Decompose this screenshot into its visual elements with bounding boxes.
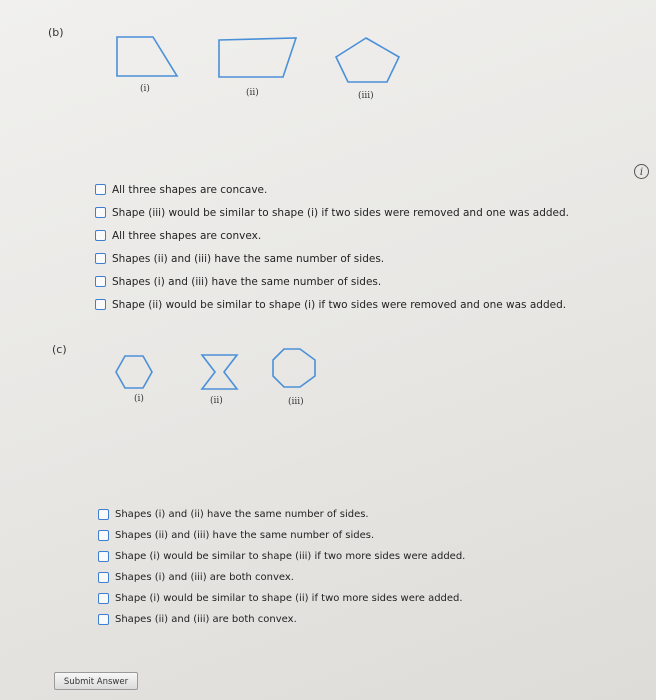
option-b-2[interactable] <box>95 201 569 224</box>
shape-c-ii-hourglass <box>202 355 237 389</box>
checkbox[interactable] <box>95 253 106 264</box>
info-icon[interactable]: i <box>634 164 649 179</box>
option-b-6[interactable] <box>95 293 569 316</box>
option-label: All three shapes are concave. <box>112 183 268 196</box>
shape-b-iii-pentagon <box>336 38 399 82</box>
part-c-options <box>98 504 465 630</box>
option-label: Shapes (ii) and (iii) have the same number of sides. <box>112 252 385 265</box>
submit-answer-button[interactable]: Submit Answer <box>54 672 138 690</box>
option-c-6[interactable] <box>98 609 465 630</box>
option-c-1[interactable] <box>98 504 465 525</box>
checkbox[interactable] <box>98 572 109 583</box>
part-b-figures <box>100 30 410 90</box>
shape-b-i-trapezoid <box>117 37 177 76</box>
checkbox[interactable] <box>95 230 106 241</box>
part-c-label: (c) <box>52 343 67 356</box>
shape-c-i-hexagon <box>116 356 152 388</box>
option-label: Shapes (i) and (iii) are both convex. <box>115 572 294 583</box>
shape-label-c-ii: (ii) <box>210 396 223 406</box>
checkbox[interactable] <box>98 530 109 541</box>
option-b-3[interactable] <box>95 224 569 247</box>
checkbox[interactable] <box>95 299 106 310</box>
option-b-5[interactable] <box>95 270 569 293</box>
shape-label-c-i: (i) <box>134 394 144 404</box>
part-c-figures <box>110 345 340 395</box>
option-b-1[interactable] <box>95 178 569 201</box>
shape-label-c-iii: (iii) <box>288 397 304 407</box>
checkbox[interactable] <box>98 551 109 562</box>
checkbox[interactable] <box>95 207 106 218</box>
option-c-4[interactable] <box>98 567 465 588</box>
part-b-options <box>95 178 569 316</box>
option-label: Shape (ii) would be similar to shape (i) if two sides were removed and one was added. <box>112 298 567 311</box>
checkbox[interactable] <box>98 509 109 520</box>
option-label: Shapes (i) and (ii) have the same number of sides. <box>115 509 369 520</box>
option-c-3[interactable] <box>98 546 465 567</box>
option-label: Shapes (ii) and (iii) have the same number of sides. <box>115 530 375 541</box>
shape-c-iii-octagon <box>273 349 315 387</box>
shape-label-b-i: (i) <box>140 84 150 94</box>
option-label: Shape (i) would be similar to shape (iii) if two more sides were added. <box>115 551 466 562</box>
checkbox[interactable] <box>98 593 109 604</box>
checkbox[interactable] <box>95 184 106 195</box>
option-label: Shape (iii) would be similar to shape (i) if two sides were removed and one was added. <box>112 206 570 219</box>
part-b-label: (b) <box>48 26 64 39</box>
option-label: All three shapes are convex. <box>112 229 262 242</box>
shape-label-b-ii: (ii) <box>246 88 259 98</box>
option-b-4[interactable] <box>95 247 569 270</box>
checkbox[interactable] <box>98 614 109 625</box>
option-c-5[interactable] <box>98 588 465 609</box>
option-label: Shapes (i) and (iii) have the same number of sides. <box>112 275 382 288</box>
option-label: Shape (i) would be similar to shape (ii) if two more sides were added. <box>115 593 463 604</box>
option-label: Shapes (ii) and (iii) are both convex. <box>115 614 297 625</box>
shape-b-ii-quadrilateral <box>219 38 296 77</box>
option-c-2[interactable] <box>98 525 465 546</box>
shape-label-b-iii: (iii) <box>358 91 374 101</box>
checkbox[interactable] <box>95 276 106 287</box>
